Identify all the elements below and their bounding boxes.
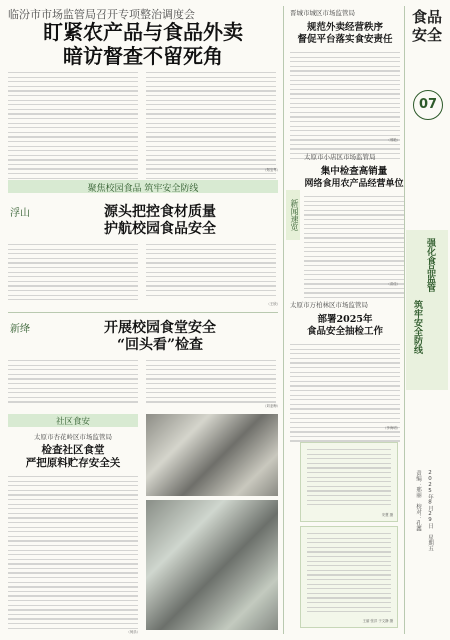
school-byline: （王欣）: [266, 302, 280, 306]
caption-1-byline: 安慧 摄: [381, 513, 393, 518]
price-column: 晋城市城区市场监管局: [290, 9, 355, 17]
network-byline: （苗佳）: [386, 282, 400, 286]
school-body-right: [146, 244, 276, 299]
school-body-left: [8, 244, 138, 304]
price-headline-2: 督促平台落实食安责任: [297, 34, 393, 45]
canteen-headline-1: 开展校园食堂安全: [104, 320, 216, 336]
caption-2-byline: 王丽 张洋 于文静 摄: [362, 619, 393, 624]
canteen-headline-2: “回头看”检查: [116, 337, 204, 353]
sampling-byline: （李海明）: [383, 426, 400, 430]
top-story-headline-1: 盯紧农产品与食品外卖: [43, 20, 243, 44]
top-story-body-left: [8, 72, 138, 196]
divider: [8, 312, 278, 313]
network-headline-1: 集中检查高销量: [320, 166, 388, 177]
community-byline: （何乐）: [126, 630, 140, 634]
top-story-byline: （郑宝琴）: [263, 168, 280, 172]
page-number: 07: [413, 90, 443, 120]
news-brief-label: 新闻速览: [286, 190, 300, 240]
top-story-headline-2: 暗访督查不留死角: [63, 44, 223, 68]
editor-info: 责编：邢丽 校对：孔鑫: [415, 470, 421, 531]
school-headline-2: 护航校园食品安全: [104, 221, 216, 237]
community-headline-2: 严把原料贮存安全关: [25, 457, 121, 469]
school-headline-1: 源头把控食材质量: [104, 204, 216, 220]
canteen-county: 新绛: [10, 324, 30, 335]
price-byline: （邢艳）: [386, 138, 400, 142]
school-county: 浮山: [10, 208, 30, 219]
column-divider: [283, 6, 284, 634]
network-headline-2: 网络食用农产品经营单位: [304, 179, 404, 189]
top-story-column: 临汾市市场监管局召开专项整治调度会: [8, 8, 195, 21]
sampling-headline-2: 食品安全抽检工作: [306, 326, 383, 337]
community-body: [8, 476, 138, 632]
canteen-body-right: [146, 360, 276, 406]
school-banner: 聚焦校园食品 筑牢安全防线: [87, 184, 199, 194]
issue-date: 2025年8月29日 星期五: [427, 470, 433, 551]
network-column: 太原市小店区市场监管局: [304, 153, 376, 161]
top-story-body-right: [146, 72, 276, 191]
canteen-byline: （刘亚梅）: [263, 404, 280, 408]
price-headline-1: 规范外卖经营秩序: [306, 22, 383, 33]
price-body: [290, 52, 400, 162]
sampling-headline-1: 部署2025年: [317, 314, 373, 325]
community-banner: 社区食安: [55, 417, 90, 427]
photo-caption-box-2: [300, 526, 398, 628]
photo-caption-box-1: [300, 442, 398, 522]
community-headline-1: 检查社区食堂: [41, 444, 105, 456]
section-title: [408, 8, 446, 44]
photo-canteen-storage: [146, 414, 278, 496]
canteen-body-left: [8, 360, 138, 406]
photo-inspection: [146, 500, 278, 630]
slogan-2: 筑牢安全防线: [412, 300, 422, 354]
section-title-text: 食品安全: [411, 8, 442, 44]
slogan-1: 强化食品监管: [425, 238, 435, 292]
sampling-column: 太原市万柏林区市场监管局: [290, 301, 368, 309]
masthead-divider: [404, 6, 405, 634]
community-column: 太原市杏花岭区市场监管局: [34, 433, 112, 441]
